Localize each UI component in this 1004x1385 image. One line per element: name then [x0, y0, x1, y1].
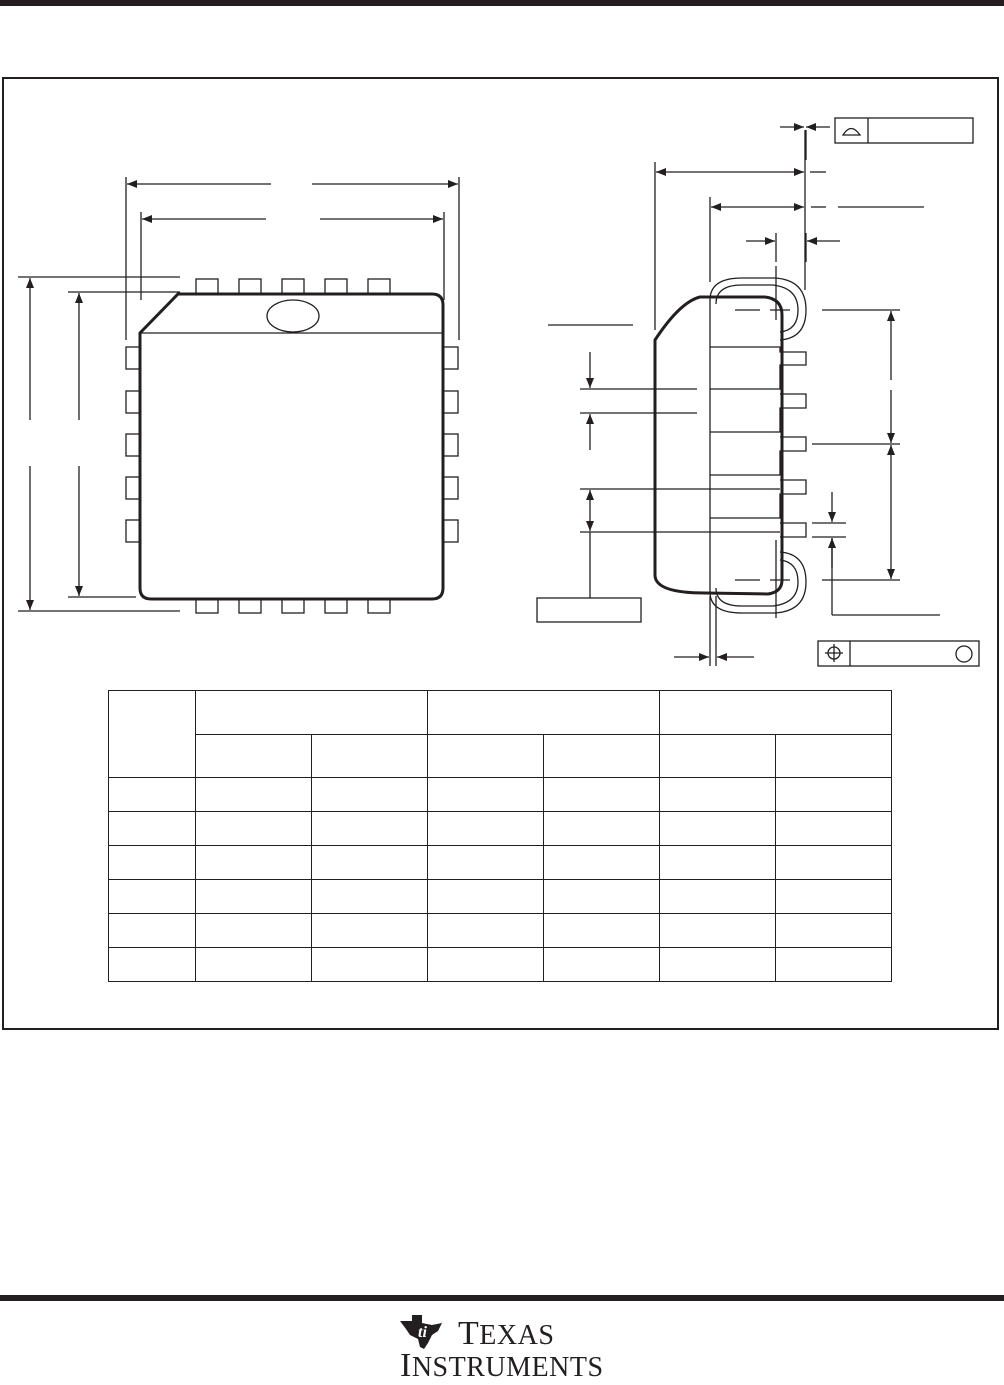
table-row [109, 948, 892, 982]
table-cell [660, 914, 776, 948]
header-group [660, 691, 892, 735]
table-cell [196, 914, 312, 948]
pin1-marker [267, 300, 319, 332]
subheader [544, 735, 660, 778]
table-cell [196, 778, 312, 812]
table-cell [196, 812, 312, 846]
dim-header-label [109, 691, 196, 778]
subheader [196, 735, 312, 778]
pins-left [126, 347, 140, 542]
table-cell [312, 948, 428, 982]
table-cell [428, 846, 544, 880]
table-cell [776, 778, 892, 812]
table-cell [660, 846, 776, 880]
table-cell [544, 778, 660, 812]
table-cell [196, 948, 312, 982]
table-row [109, 778, 892, 812]
pins-top [196, 279, 390, 294]
svg-text:ti: ti [418, 1324, 427, 1341]
table-cell [109, 846, 196, 880]
table-cell [196, 880, 312, 914]
table-cell [109, 880, 196, 914]
table-cell [312, 880, 428, 914]
logo-line2 [400, 1347, 604, 1385]
table-cell [776, 948, 892, 982]
pins-right [443, 347, 458, 542]
table-cell [660, 880, 776, 914]
table-cell [109, 812, 196, 846]
table-cell [428, 914, 544, 948]
side-view [537, 127, 940, 666]
table-cell [776, 880, 892, 914]
table-cell [544, 846, 660, 880]
side-leads [710, 347, 806, 537]
table-row [109, 880, 892, 914]
table-cell [428, 812, 544, 846]
profile-of-surface-frame [835, 118, 973, 143]
logo-line1-text: TEXAS [458, 1315, 555, 1352]
table-cell [428, 880, 544, 914]
table-cell [312, 812, 428, 846]
table-cell [544, 914, 660, 948]
table-cell [776, 812, 892, 846]
dimension-table [108, 690, 892, 982]
table-cell [544, 880, 660, 914]
table-cell [109, 948, 196, 982]
table-cell [312, 846, 428, 880]
table-cell [544, 948, 660, 982]
table-cell [776, 846, 892, 880]
table-cell [312, 778, 428, 812]
header-group [428, 691, 660, 735]
pins-bottom [196, 599, 390, 613]
top-view [18, 177, 459, 613]
table-row [109, 846, 892, 880]
table-row [109, 914, 892, 948]
table-cell [660, 948, 776, 982]
table-cell [544, 812, 660, 846]
package-body [140, 294, 443, 599]
logo-line2-text: INSTRUMENTS [400, 1347, 604, 1384]
table-cell [660, 778, 776, 812]
subheader [776, 735, 892, 778]
ti-state-mark-icon [398, 1313, 446, 1351]
table-cell [428, 778, 544, 812]
header-group [196, 691, 428, 735]
table-cell [109, 914, 196, 948]
profile-of-surface-icon [843, 129, 860, 136]
subheader [660, 735, 776, 778]
table-cell [428, 948, 544, 982]
table-cell [196, 846, 312, 880]
subheader [428, 735, 544, 778]
texas-instruments-logo [398, 1313, 608, 1383]
bottom-rule [0, 1295, 1004, 1301]
table-cell [776, 914, 892, 948]
table-cell [660, 812, 776, 846]
table-row [109, 812, 892, 846]
material-condition-icon [956, 646, 972, 662]
subheader [312, 735, 428, 778]
table-cell [312, 914, 428, 948]
note-box [537, 598, 641, 622]
table-cell [109, 778, 196, 812]
position-frame [818, 641, 979, 666]
side-body [655, 297, 782, 594]
